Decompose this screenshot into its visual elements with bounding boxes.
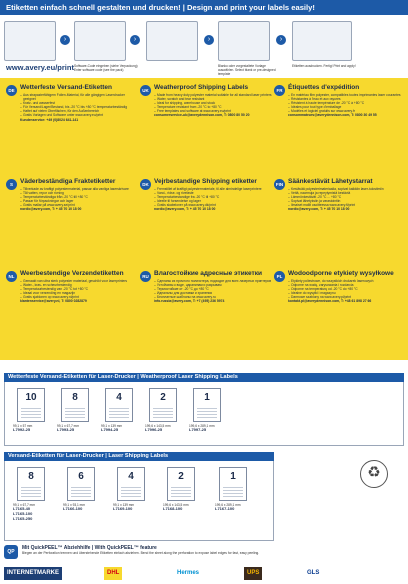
dispatch-section-title: Versand-Etiketten für Laser-Drucker | Laser Shipping Labels	[4, 452, 274, 461]
language-panel	[0, 78, 408, 360]
monitor-icon	[4, 21, 56, 61]
template-icon	[146, 21, 198, 61]
step-3	[146, 21, 198, 61]
lang-block-de: DE Wetterfeste Versand-Etiketten – Aus strapazierfähigem Folien-Material, für alle gängigen Laserdrucker geeignet – Kratz- und wasserfest – Für Versand/Lager/Bestand, bis -20 °C bis +80 °C temperaturbeständig – Haftet auf vielen Oberflächen, für den Außenbereich – Gratis Vorlagen und Software unter www.avery.eu/print Kundenservice: +49 (0)8024 641-141	[6, 84, 138, 122]
carrier-logo-ups: UPS	[244, 567, 262, 580]
arrow-right-icon: ›	[130, 35, 140, 45]
quickpeel-badge-icon: QP	[4, 545, 18, 559]
step-2: Software-Code eingeben (siehe Verpackung) Enter software code (see the pack)	[74, 21, 138, 72]
label-sheet-icon: 8	[17, 467, 45, 501]
flag-icon: NL	[6, 271, 17, 282]
dispatch-section-products	[4, 461, 274, 541]
label-sheet-icon: 2	[149, 388, 177, 422]
label-sheet-icon: 8	[61, 388, 89, 422]
product-card: 4 99,1 x 139 mm L7994-25	[101, 388, 141, 433]
steps-area	[0, 15, 408, 78]
carrier-logos	[4, 565, 404, 584]
flag-icon: DK	[140, 179, 151, 190]
lang-block-uk: UK Weatherproof Shipping Labels – Made from heavy duty polyester material suitable for all standard laser printers – Water, scratch and tear resistant – Ideal for shipping, warehouse and stock – Temperature resistant from -20 °C to +80 °C – Free templates and software at www.avery.eu/print consumerservice-uk@averydennison.com, T: 0800 80 50 20	[140, 84, 272, 118]
top-banner: Etiketten einfach schnell gestalten und drucken! | Design and print your labels easily!	[0, 0, 408, 15]
printer-icon	[292, 21, 352, 61]
carrier-logo-dhl: DHL	[104, 567, 122, 580]
carrier-logo-internetmarke: INTERNETMARKE	[4, 567, 62, 580]
recycle-icon: ♻	[360, 460, 388, 488]
label-sheet-icon: 4	[117, 467, 145, 501]
product-card: 10 99,1 x 57 mm L7992-25	[13, 388, 53, 433]
product-card: 1 199,6 x 289,1 mm L7997-25	[189, 388, 229, 433]
label-sheet-icon: 1	[193, 388, 221, 422]
flag-icon: FIN	[274, 179, 285, 190]
flag-icon: DE	[6, 85, 17, 96]
lang-block-pl: PL Wodoodporne etykiety wysyłkowe – Etykiety poliestrowe, do wszystkich drukarek laserowych – Odporne na wodę, zarysowania i rozdarcia – Odporne na temperaturę od -20 °C do +80 °C – Idealne do wysyłki i magazynu – Darmowe szablony na www.avery.pl/print kontakt.pl@averydennison.com, T: +48 61 898 27 66	[274, 270, 406, 304]
step-1	[4, 21, 56, 61]
laser-section-title: Wetterfeste Versand-Etiketten für Laser-Drucker | Weatherproof Laser Shipping Labels	[4, 373, 404, 382]
laser-section-products	[4, 382, 404, 446]
flag-icon: FR	[274, 85, 285, 96]
product-card: 8 99,1 x 67,7 mm L7165-40 L7165-100 L7165-250	[13, 467, 53, 521]
carrier-logo-gls: GLS	[304, 567, 322, 580]
product-card: 1 199,6 x 289,1 mm L7167-100	[215, 467, 255, 512]
product-card: 4 99,1 x 139 mm L7169-100	[113, 467, 153, 512]
product-card: 2 199,6 x 143,5 mm L7996-25	[145, 388, 185, 433]
label-sheet-icon: 2	[167, 467, 195, 501]
flag-icon: S	[6, 179, 17, 190]
flag-icon: UK	[140, 85, 151, 96]
label-sheet-icon: 1	[219, 467, 247, 501]
arrow-right-icon: ›	[276, 35, 286, 45]
flag-icon: PL	[274, 271, 285, 282]
site-url[interactable]: www.avery.eu/print	[6, 63, 74, 72]
product-card: 8 99,1 x 67,7 mm L7993-25	[57, 388, 97, 433]
lang-block-fin: FIN Säänkestävät Lähetystarrat – Kestävää polyesterimateriaalia, sopivat kaikkiin laser-tulostimiin – Vettä, naarmuja ja repeytymistä kestäviä – Lämmönkestävät -20 °C ... +80 °C – Sopivat lähetyksiin ja varastointiin – Ilmaiset mallit osoitteessa www.avery.fi/print nordic@avery.com, T: + 45 70 10 18 00	[274, 178, 406, 212]
browser-template-icon	[218, 21, 270, 61]
arrow-right-icon: ›	[204, 35, 214, 45]
carrier-logo-hermes: Hermes	[174, 567, 202, 580]
step-4: Blanko oder vorgestaltete Vorlage auswählen. Select blank or pre-designed template	[218, 21, 282, 76]
product-card: 6 99,1 x 93,1 mm L7166-100	[63, 467, 103, 512]
lang-block-s: S Väderbeständiga Fraktetiketter – Tillverkade av kraftigt polyestermaterial, passar alla vanliga laserskrivare – Tål vatten, repor och rivning – Temperaturbeständiga från -20 °C till +80 °C – Passar för förpackningar och lager – Gratis mallar på www.avery.se/print nordic@avery.com, T: + 45 70 10 18 00	[6, 178, 138, 212]
lang-block-nl: NL Weerbestendige Verzendetiketten – Gemaakt van ultra sterk polyester materiaal, geschikt voor laserprinters – Water-, kras- en scheurbestendig – Temperatuurbestendig van -20 °C tot +80 °C – Ideaal voor verzending en magazijn – Gratis sjablonen op www.avery.nl/print klantenservice@avery.nl, T: 0800 0282879	[6, 270, 138, 304]
arrow-right-icon: ›	[60, 35, 70, 45]
step-5: Etiketten ausdrucken. Fertig! Print and apply!	[292, 21, 356, 68]
software-code-icon	[74, 21, 126, 61]
lang-block-dk: DK Vejrbestandige Shipping etiketter – Fremstillet af kraftigt polyestermateriale, til alle almindelige laserprintere – Vand-, ridse- og rivefaste – Temperaturbestandige fra -20 °C til +80 °C – Ideelle til forsendelse og lager – Gratis skabeloner på www.avery.dk/print nordic@avery.com, T: + 45 70 10 18 00	[140, 178, 272, 212]
flag-icon: RU	[140, 271, 151, 282]
label-sheet-icon: 6	[67, 467, 95, 501]
label-sheet-icon: 4	[105, 388, 133, 422]
product-card: 2 199,6 x 143,5 mm L7168-100	[163, 467, 203, 512]
quickpeel-note: QP Mit QuickPEEL™ Abziehhilfe | With QuickPEEL™ feature Biegen an der Perforation trennen und überstehende Etiketten einfach abziehen. Bend the sheet along the perforation to expose label edges for fast, easy peeling.	[4, 544, 404, 562]
lang-block-fr: FR Étiquettes d'expédition – En matériau film polyester, compatibles toutes imprimantes laser courantes – Résistantes à l'eau et aux rayures – Résistent à haute température de -20 °C à +80 °C – Idéales pour tout type d'emballage – Modèles et logiciel gratuits sur www.avery.fr consommateurs@averydennison.com, T: 0800 30 49 55	[274, 84, 406, 118]
lang-block-ru: RU Влагостойкие адресные этикетки – Сделаны из прочного полиэстера, подходят для всех лазерных принтеров – Устойчивы к воде, царапинам и разрывам – Термостойкие от -20 °C до +80 °C – Идеальны для доставки и хранения – Бесплатные шаблоны на www.avery.ru info.russia@avery.com, T: +7 (495) 236 5974	[140, 270, 272, 304]
label-sheet-icon: 10	[17, 388, 45, 422]
